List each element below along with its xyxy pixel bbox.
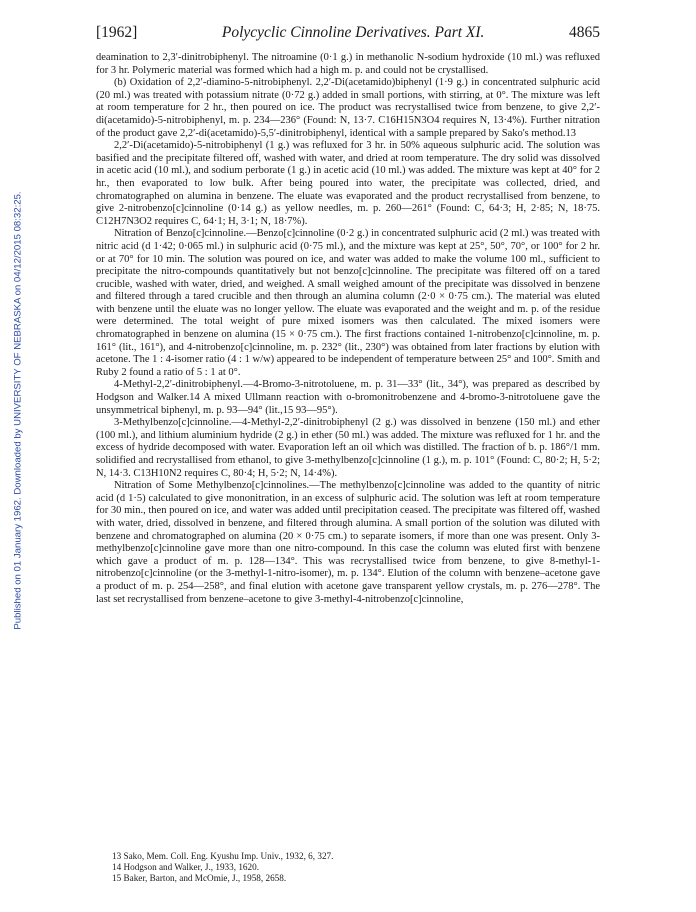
paragraph-methylbenzocinnoline: 3-Methylbenzo[c]cinnoline.—4-Methyl-2,2′-dinitrobiphenyl (2 g.) was dissolved in benzene (150 ml.) and ether (100 ml.), and lithium aluminium hydride (2 g.) in ether (50 ml.) was added. The mixture was refluxed for 1 hr. and the excess of hydride decomposed with water. Evaporation left an oil which was distilled. The fraction of b. p. 186°/1 mm. solidified and recrystallised from ethanol, to give 3-methylbenzo[c]cinnoline (1 g.), m. p. 101° (Found: C, 80·2; H, 5·2; N, 14·3. C13H10N2 requires C, 80·4; H, 5·2; N, 14·4%). xyxy=(96,417,600,479)
paragraph-nitration-benzocinnoline: Nitration of Benzo[c]cinnoline.—Benzo[c]cinnoline (0·2 g.) in concentrated sulphuric acid (2 ml.) was treated with nitric acid (d 1·42; 0·065 ml.) in sulphuric acid (0·75 ml.), and the mixture was kept at 25°, 50°, 70°, or 100° for 2 hr. or at 70° for 10 min. The solution was poured on ice, and water was added to make the volume 100 ml., sufficient to precipitate the nitro-compounds quantitatively but not benzo[c]cinnoline. The precipitate was filtered off on a tared crucible, washed with water, dried, and weighed. A small weighed amount of the precipitate was dissolved in benzene and filtered through a tared crucible and then through an alumina column (2·0 × 0·75 cm.). The material was eluted with benzene until the eluate was no longer yellow. The eluate was evaporated and the weight and m. p. of the residue were determined. The total weight of pure mixed isomers was then calculated. The mixed isomers were chromatographed in benzene on alumina (15 × 0·75 cm.). The first fractions contained 1-nitrobenzo[c]cinnoline, m. p. 161° (lit., 161°), and 4-nitrobenzo[c]cinnoline, m. p. 232° (lit., 230°) was obtained from later fractions by elution with acetone. The 1 : 4-isomer ratio (4 : 1 w/w) appeared to be independent of temperature between 25° and 100°. Smith and Ruby 2 found a ratio of 5 : 1 at 0°. xyxy=(96,228,600,378)
header-year: [1962] xyxy=(96,24,138,41)
download-watermark xyxy=(10,110,26,710)
paragraph-deamination: deamination to 2,3′-dinitrobiphenyl. The nitroamine (0·1 g.) in methanolic N-sodium hydroxide (10 ml.) was refluxed for 3 hr. Polymeric material was formed which had a high m. p. and could not be crystallised. xyxy=(96,52,600,76)
footnote-15: 15 Baker, Barton, and McOmie, J., 1958, 2658. xyxy=(112,873,287,883)
header-title: Polycyclic Cinnoline Derivatives. Part XI. xyxy=(221,24,485,41)
running-header xyxy=(96,24,600,42)
footnote-14: 14 Hodgson and Walker, J., 1933, 1620. xyxy=(112,862,259,872)
download-watermark-text: Published on 01 January 1962. Downloaded by UNIVERSITY OF NEBRASKA on 04/12/2015 08:32:25. xyxy=(12,190,24,630)
paragraph-nitration-methylbenzocinnolines: Nitration of Some Methylbenzo[c]cinnolines.—The methylbenzo[c]cinnoline was added to the quantity of nitric acid (d 1·5) calculated to give mononitration, in an excess of sulphuric acid. The solution was left at room temperature for 30 min., then poured on ice, and water was added until precipitation ceased. The precipitate was filtered off, washed with water, dried, dissolved in benzene, and filtered through alumina. A small portion of the solution was diluted with benzene and chromatographed on alumina (20 × 0·75 cm.) to separate isomers, if more than one was present. Only 3-methylbenzo[c]cinnoline gave more than one nitro-compound. In this case the column was eluted first with benzene which gave a product of m. p. 128—134°. This was recrystallised twice from benzene, to give 8-methyl-1-nitrobenzo[c]cinnoline (or the 3-methyl-1-nitro-isomer), m. p. 134°. Elution of the column with benzene–acetone gave a product of m. p. 254—258°, and final elution with acetone gave transparent yellow crystals, m. p. 276—278°. The last set recrystallised from benzene–acetone to give 3-methyl-4-nitrobenzo[c]cinnoline, xyxy=(96,480,600,605)
paragraph-oxidation: (b) Oxidation of 2,2′-diamino-5-nitrobiphenyl. 2,2′-Di(acetamido)biphenyl (1·9 g.) in concentrated sulphuric acid (20 ml.) was treated with potassium nitrate (0·72 g.) added in small portions, with stirring, at 0°. The mixture was left at room temperature for 2 hr., then poured on ice. The product was recrystallised twice from benzene, to give 2,2′-di(acetamido)-5-nitrobiphenyl, m. p. 234—236° (Found: N, 13·7. C16H15N3O4 requires N, 13·4%). Further nitration of the product gave 2,2′-di(acetamido)-5,5′-dinitrobiphenyl, identical with a sample prepared by Sako's method.13 xyxy=(96,77,600,139)
page-number: 4865 xyxy=(568,24,600,41)
footnotes xyxy=(112,851,600,884)
paragraph-methyl-dinitrobiphenyl: 4-Methyl-2,2′-dinitrobiphenyl.—4-Bromo-3-nitrotoluene, m. p. 31—33° (lit., 34°), was prepared as described by Hodgson and Walker.14 A mixed Ullmann reaction with o-bromonitrobenzene and 4-bromo-3-nitrotoluene gave the unsymmetrical biphenyl, m. p. 93—94° (lit.,15 93—95°). xyxy=(96,379,600,416)
footnote-13: 13 Sako, Mem. Coll. Eng. Kyushu Imp. Univ., 1932, 6, 327. xyxy=(112,851,334,861)
paragraph-nitrobenzocinnoline-prep: 2,2′-Di(acetamido)-5-nitrobiphenyl (1 g.) was refluxed for 3 hr. in 50% aqueous sulphuric acid. The solution was basified and the precipitate filtered off, washed with water, and dried at room temperature. The dry solid was dissolved in acetic acid (10 ml.), and sodium perborate (1 g.) in acetic acid (10 ml.) was added. The mixture was kept at 40° for 2 hr., then evaporated to low bulk. After being poured into water, the precipitate was collected, dried, and chromatographed on alumina in benzene. The eluate was evaporated and the product recrystallised from benzene, to give 2-nitrobenzo[c]cinnoline (0·14 g.) as yellow needles, m. p. 260—261° (Found: C, 64·3; H, 2·85; N, 18·75. C12H7N3O2 requires C, 64·1; H, 3·1; N, 18·7%). xyxy=(96,140,600,227)
article-body xyxy=(96,52,600,606)
